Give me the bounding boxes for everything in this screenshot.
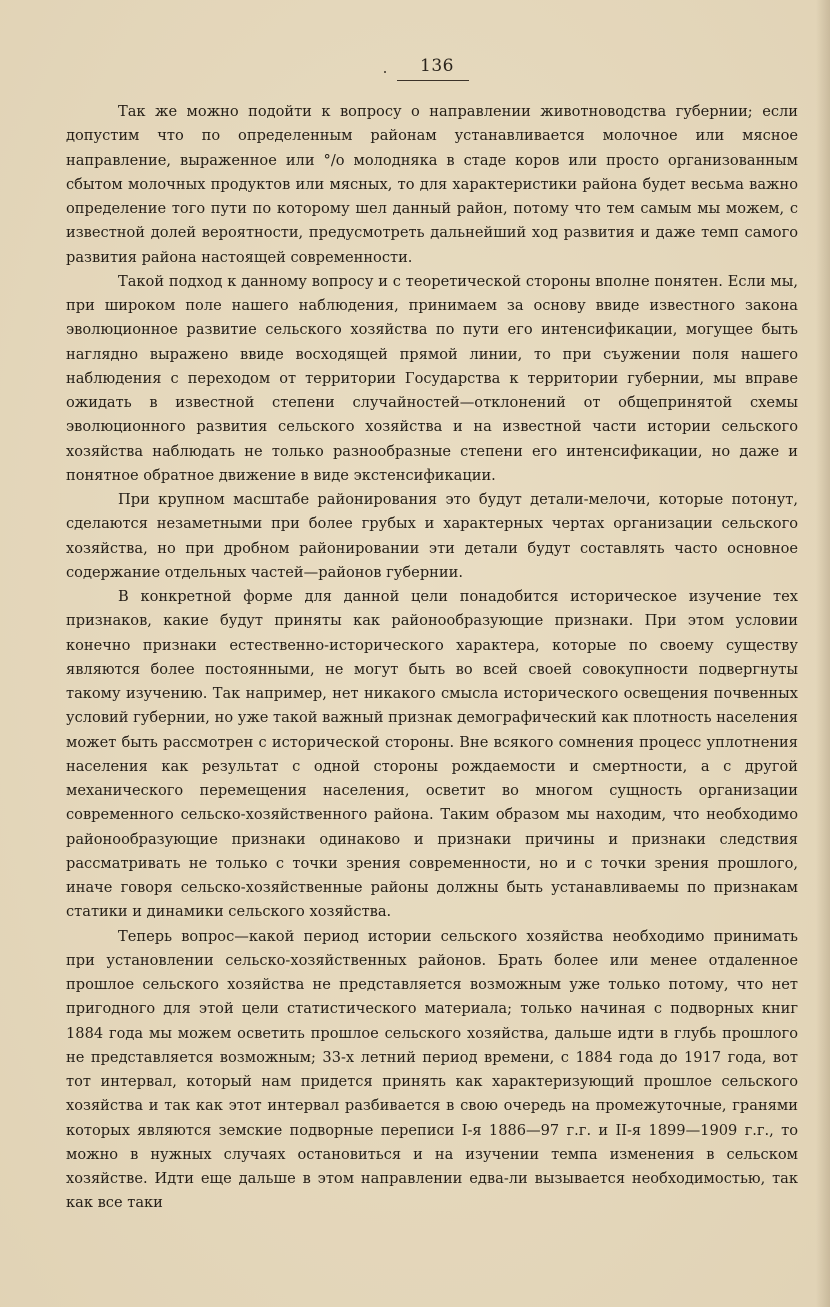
ink-dot	[384, 71, 386, 73]
paragraph-3: При крупном масштабе районирования это будут детали-мелочи, которые потонут, сделаются незаметными при более грубых и характерных чертах организации сельского хозяйства, но при дробном районировании эти детали будут составлять часто основное содержание отдельных частей—районов губернии.	[66, 491, 798, 581]
body-text	[66, 100, 798, 1216]
page-number-rule	[397, 80, 469, 81]
paragraph-1: Так же можно подойти к вопросу о направлении животноводства губернии; если допустим что по определенным районам устанавливается молочное или мясное направление, выраженное или °/о молодняка в стаде коров или просто организованным сбытом молочных продуктов или мясных, то для характеристики района будет весьма важно определение того пути по которому шел данный район, потому что тем самым мы можем, с известной долей вероятности, предусмотреть дальнейший ход развития и даже темп самого развития района настоящей современности.	[66, 103, 798, 266]
page-edge-shadow	[816, 0, 830, 1307]
paragraph-5: Теперь вопрос—какой период истории сельского хозяйства необходимо принимать при установлении сельско-хозяйственных районов. Брать более или менее отдаленное прошлое сельского хозяйства не представляется возможным уже только потому, что нет пригодного для этой цели статистического материала; только начиная с подворных книг 1884 года мы можем осветить прошлое сельского хозяйства, дальше идти в глубь прошлого не представляется возможным; 33-х летний период времени, с 1884 года до 1917 года, вот тот интервал, который нам придется принять как характеризующий прошлое сельского хозяйства и так как этот интервал разбивается в свою очередь на промежуточные, гранями которых являются земские подворные переписи I-я 1886—97 г.г. и II-я 1899—1909 г.г., то можно в нужных случаях остановиться и на изучении темпа изменения в сельском хозяйстве. Идти еще дальше в этом направлении едва-ли вызывается необходимостью, так как все таки	[66, 927, 798, 1212]
page-number: 136	[420, 56, 454, 76]
paragraph-2: Такой подход к данному вопросу и с теоретической стороны вполне понятен. Если мы, при широком поле нашего наблюдения, принимаем за основу ввиде известного закона эволюционное развитие сельского хозяйства по пути его интенсификации, могущее быть наглядно выражено ввиде восходящей прямой линии, то при съужении поля нашего наблюдения с переходом от территории Государства к территории губернии, мы вправе ожидать в известной степени случайностей—отклонений от общепринятой схемы эволюционного развития сельского хозяйства и на известной части истории сельского хозяйства наблюдать не только разнообразные степени его интенсификации, но даже и понятное обратное движение в виде экстенсификации.	[66, 272, 798, 484]
paragraph-4: В конкретной форме для данной цели понадобится историческое изучение тех признаков, какие будут приняты как районообразующие признаки. При этом условии конечно признаки естественно-исторического характера, которые по своему существу являются более постоянными, не могут быть во всей своей совокупности подвергнуты такому изучению. Так например, нет никакого смысла исторического освещения почвенных условий губернии, но уже такой важный признак демографический как плотность населения может быть рассмотрен с исторической стороны. Вне всякого сомнения процесс уплотнения населения как результат с одной стороны рождаемости и смертности, а с другой механического перемещения населения, осветит во многом сущность организации современного сельско-хозяйственного района. Таким образом мы находим, что необходимо районообразующие признаки одинаково и признаки причины и признаки следствия рассматривать не только с точки зрения современности, но и с точки зрения прошлого, иначе говоря сельско-хозяйственные районы должны быть устанавливаемы по признакам статики и динамики сельского хозяйства.	[66, 588, 798, 921]
